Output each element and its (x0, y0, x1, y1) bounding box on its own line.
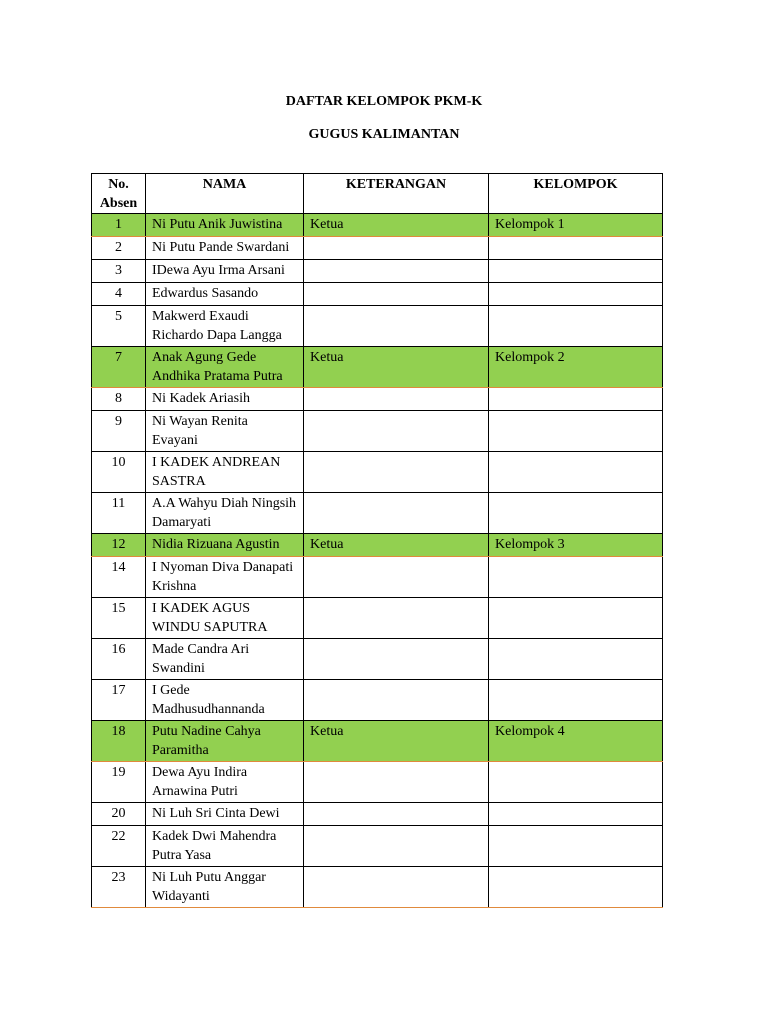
cell-nama: Made Candra Ari Swandini (146, 639, 304, 680)
cell-nama: Ni Kadek Ariasih (146, 388, 304, 411)
table-row (92, 452, 663, 493)
cell-nama: Nidia Rizuana Agustin (146, 534, 304, 557)
cell-no-absen: 20 (92, 803, 146, 826)
table-row (92, 237, 663, 260)
cell-no-absen: 17 (92, 680, 146, 721)
cell-nama: I Nyoman Diva Danapati Krishna (146, 557, 304, 598)
table-row (92, 721, 663, 762)
cell-no-absen: 15 (92, 598, 146, 639)
cell-kelompok (489, 411, 663, 452)
cell-nama: Ni Putu Anik Juwistina (146, 214, 304, 237)
cell-keterangan (304, 557, 489, 598)
table-row (92, 803, 663, 826)
cell-nama: Putu Nadine Cahya Paramitha (146, 721, 304, 762)
header-kelompok: KELOMPOK (489, 174, 663, 214)
cell-nama: A.A Wahyu Diah Ningsih Damaryati (146, 493, 304, 534)
cell-keterangan (304, 452, 489, 493)
cell-no-absen: 23 (92, 867, 146, 908)
table-row (92, 826, 663, 867)
table-row (92, 639, 663, 680)
cell-kelompok (489, 867, 663, 908)
cell-nama: Ni Luh Sri Cinta Dewi (146, 803, 304, 826)
cell-nama: Dewa Ayu Indira Arnawina Putri (146, 762, 304, 803)
cell-keterangan (304, 803, 489, 826)
table-row (92, 388, 663, 411)
cell-kelompok (489, 557, 663, 598)
cell-kelompok: Kelompok 4 (489, 721, 663, 762)
cell-nama: Anak Agung Gede Andhika Pratama Putra (146, 347, 304, 388)
cell-no-absen: 5 (92, 306, 146, 347)
cell-nama: I KADEK AGUS WINDU SAPUTRA (146, 598, 304, 639)
table-row (92, 347, 663, 388)
cell-kelompok (489, 826, 663, 867)
cell-no-absen: 18 (92, 721, 146, 762)
table-row (92, 306, 663, 347)
table-row (92, 867, 663, 908)
cell-kelompok (489, 762, 663, 803)
cell-no-absen: 19 (92, 762, 146, 803)
table-row (92, 493, 663, 534)
cell-no-absen: 11 (92, 493, 146, 534)
cell-keterangan: Ketua (304, 534, 489, 557)
cell-kelompok (489, 803, 663, 826)
cell-no-absen: 10 (92, 452, 146, 493)
cell-keterangan (304, 388, 489, 411)
table-header-row (92, 174, 663, 214)
cell-keterangan (304, 680, 489, 721)
cell-keterangan: Ketua (304, 347, 489, 388)
cell-kelompok (489, 598, 663, 639)
cell-keterangan (304, 260, 489, 283)
cell-kelompok (489, 388, 663, 411)
cell-keterangan (304, 598, 489, 639)
cell-no-absen: 9 (92, 411, 146, 452)
cell-no-absen: 22 (92, 826, 146, 867)
cell-no-absen: 7 (92, 347, 146, 388)
cell-no-absen: 1 (92, 214, 146, 237)
cell-keterangan (304, 493, 489, 534)
cell-kelompok (489, 260, 663, 283)
table-row (92, 680, 663, 721)
table-row (92, 557, 663, 598)
cell-nama: I Gede Madhusudhannanda (146, 680, 304, 721)
cell-kelompok: Kelompok 2 (489, 347, 663, 388)
table-row (92, 534, 663, 557)
table-row (92, 598, 663, 639)
table-row (92, 283, 663, 306)
cell-nama: I KADEK ANDREAN SASTRA (146, 452, 304, 493)
document-title: DAFTAR KELOMPOK PKM-K (285, 94, 483, 109)
cell-kelompok (489, 306, 663, 347)
cell-kelompok: Kelompok 1 (489, 214, 663, 237)
cell-nama: Ni Putu Pande Swardani (146, 237, 304, 260)
cell-kelompok (489, 639, 663, 680)
cell-keterangan (304, 411, 489, 452)
cell-keterangan: Ketua (304, 721, 489, 762)
table-row (92, 214, 663, 237)
cell-keterangan (304, 237, 489, 260)
cell-keterangan: Ketua (304, 214, 489, 237)
cell-keterangan (304, 867, 489, 908)
cell-kelompok (489, 452, 663, 493)
cell-no-absen: 8 (92, 388, 146, 411)
table-row (92, 411, 663, 452)
cell-keterangan (304, 283, 489, 306)
header-no-absen: No. Absen (92, 174, 146, 214)
cell-kelompok (489, 237, 663, 260)
cell-kelompok (489, 493, 663, 534)
cell-no-absen: 2 (92, 237, 146, 260)
cell-keterangan (304, 306, 489, 347)
header-keterangan: KETERANGAN (304, 174, 489, 214)
cell-nama: Edwardus Sasando (146, 283, 304, 306)
cell-nama: Ni Wayan Renita Evayani (146, 411, 304, 452)
cell-kelompok (489, 283, 663, 306)
cell-no-absen: 14 (92, 557, 146, 598)
cell-keterangan (304, 762, 489, 803)
cell-no-absen: 12 (92, 534, 146, 557)
cell-nama: Ni Luh Putu Anggar Widayanti (146, 867, 304, 908)
cell-kelompok: Kelompok 3 (489, 534, 663, 557)
header-nama: NAMA (146, 174, 304, 214)
cell-nama: IDewa Ayu Irma Arsani (146, 260, 304, 283)
cell-kelompok (489, 680, 663, 721)
cell-keterangan (304, 639, 489, 680)
cell-nama: Makwerd Exaudi Richardo Dapa Langga (146, 306, 304, 347)
cell-no-absen: 16 (92, 639, 146, 680)
cell-keterangan (304, 826, 489, 867)
group-roster-table (91, 173, 663, 908)
cell-nama: Kadek Dwi Mahendra Putra Yasa (146, 826, 304, 867)
table-row (92, 260, 663, 283)
cell-no-absen: 3 (92, 260, 146, 283)
cell-no-absen: 4 (92, 283, 146, 306)
document-subtitle: GUGUS KALIMANTAN (308, 127, 460, 142)
table-row (92, 762, 663, 803)
